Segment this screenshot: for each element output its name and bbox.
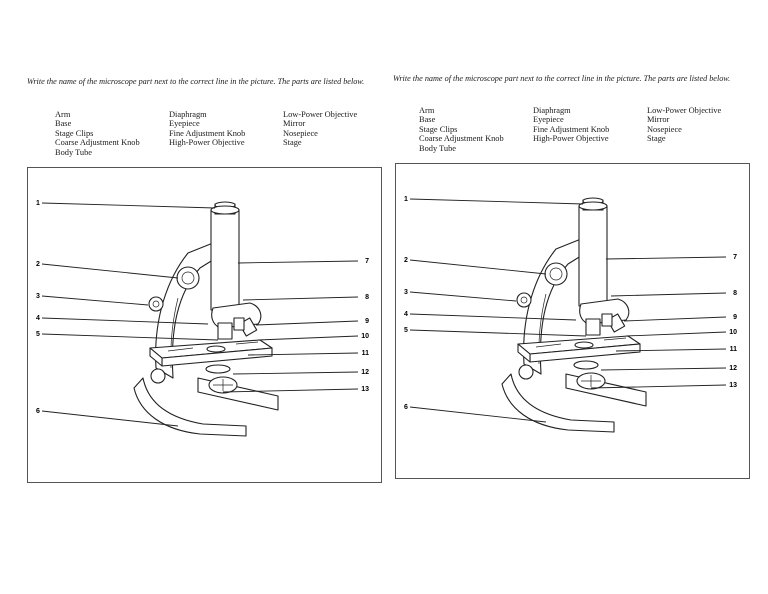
- instructions-text: Write the name of the microscope part next to the correct line in the picture. The parts are listed below.: [393, 74, 731, 83]
- label-leader-line: [42, 203, 215, 208]
- worksheet-right: [384, 0, 768, 594]
- part-item: High-Power Objective: [533, 134, 609, 144]
- label-number: 3: [404, 289, 408, 296]
- label-leader-line: [606, 257, 726, 259]
- microscope-figure: [27, 167, 382, 483]
- label-number: 4: [404, 311, 408, 318]
- label-leader-line: [243, 297, 358, 300]
- label-number: 4: [36, 315, 40, 322]
- parts-column: [55, 110, 169, 157]
- part-item: Eyepiece: [169, 119, 200, 129]
- part-item: Stage Clips: [55, 128, 94, 138]
- label-number: 8: [733, 290, 737, 297]
- label-number: 1: [404, 196, 408, 203]
- label-number: 10: [361, 333, 369, 340]
- part-item: Stage: [647, 134, 666, 144]
- parts-column: [533, 106, 647, 153]
- part-item: Mirror: [283, 119, 306, 129]
- label-leader-line: [611, 293, 726, 296]
- label-number: 12: [361, 369, 369, 376]
- label-number: 5: [36, 331, 40, 338]
- parts-column: [419, 106, 533, 153]
- part-item: Body Tube: [55, 147, 93, 157]
- label-number: 1: [36, 200, 40, 207]
- label-number: 2: [36, 261, 40, 268]
- microscope-drawing: [28, 168, 381, 482]
- label-leader-line: [624, 317, 726, 321]
- parts-column: [647, 106, 757, 153]
- part-item: Stage: [283, 138, 302, 148]
- label-number: 3: [36, 293, 40, 300]
- label-number: 12: [729, 365, 737, 372]
- label-leader-line: [42, 296, 148, 305]
- label-number: 7: [733, 254, 737, 261]
- label-number: 11: [729, 346, 737, 353]
- label-number: 6: [36, 408, 40, 415]
- instructions-text: Write the name of the microscope part next to the correct line in the picture. The parts are listed below.: [27, 77, 365, 86]
- part-item: Nosepiece: [647, 124, 682, 134]
- part-item: Low-Power Objective: [283, 110, 358, 119]
- label-number: 9: [365, 318, 369, 325]
- label-number: 8: [365, 294, 369, 301]
- label-leader-line: [626, 332, 726, 336]
- part-item: Body Tube: [419, 143, 457, 153]
- label-leader-line: [410, 292, 516, 301]
- label-number: 6: [404, 404, 408, 411]
- parts-list: [55, 110, 393, 157]
- label-leader-line: [410, 260, 546, 274]
- microscope-illustration: [134, 202, 278, 436]
- part-item: Eyepiece: [533, 115, 564, 125]
- label-leader-line: [42, 334, 218, 340]
- microscope-figure: [395, 163, 750, 479]
- label-leader-line: [233, 372, 358, 374]
- label-number: 10: [729, 329, 737, 336]
- part-item: Arm: [55, 110, 71, 119]
- part-item: Coarse Adjustment Knob: [55, 138, 140, 148]
- label-number: 13: [729, 382, 737, 389]
- part-item: Fine Adjustment Knob: [169, 128, 246, 138]
- label-number: 5: [404, 327, 408, 334]
- label-leader-line: [42, 318, 208, 324]
- part-item: Low-Power Objective: [647, 106, 722, 115]
- label-leader-line: [258, 336, 358, 340]
- part-item: Coarse Adjustment Knob: [419, 134, 504, 144]
- label-leader-line: [42, 264, 178, 278]
- part-item: Base: [55, 119, 72, 129]
- label-number: 13: [361, 386, 369, 393]
- part-item: High-Power Objective: [169, 138, 245, 148]
- part-item: Diaphragm: [169, 110, 207, 119]
- parts-list: [419, 106, 757, 153]
- part-item: Nosepiece: [283, 128, 318, 138]
- parts-column: [169, 110, 283, 157]
- label-leader-line: [601, 368, 726, 370]
- label-number: 7: [365, 258, 369, 265]
- label-leader-line: [410, 330, 586, 336]
- microscope-drawing: [396, 164, 749, 478]
- parts-column: [283, 110, 393, 157]
- microscope-illustration: [502, 198, 646, 432]
- label-leader-line: [238, 261, 358, 263]
- label-number: 11: [361, 350, 369, 357]
- label-number: 2: [404, 257, 408, 264]
- part-item: Arm: [419, 106, 435, 115]
- label-leader-line: [410, 314, 576, 320]
- label-number: 9: [733, 314, 737, 321]
- part-item: Diaphragm: [533, 106, 571, 115]
- part-item: Base: [419, 115, 436, 125]
- part-item: Stage Clips: [419, 124, 458, 134]
- label-leader-line: [410, 199, 583, 204]
- part-item: Fine Adjustment Knob: [533, 124, 610, 134]
- part-item: Mirror: [647, 115, 670, 125]
- label-leader-line: [256, 321, 358, 325]
